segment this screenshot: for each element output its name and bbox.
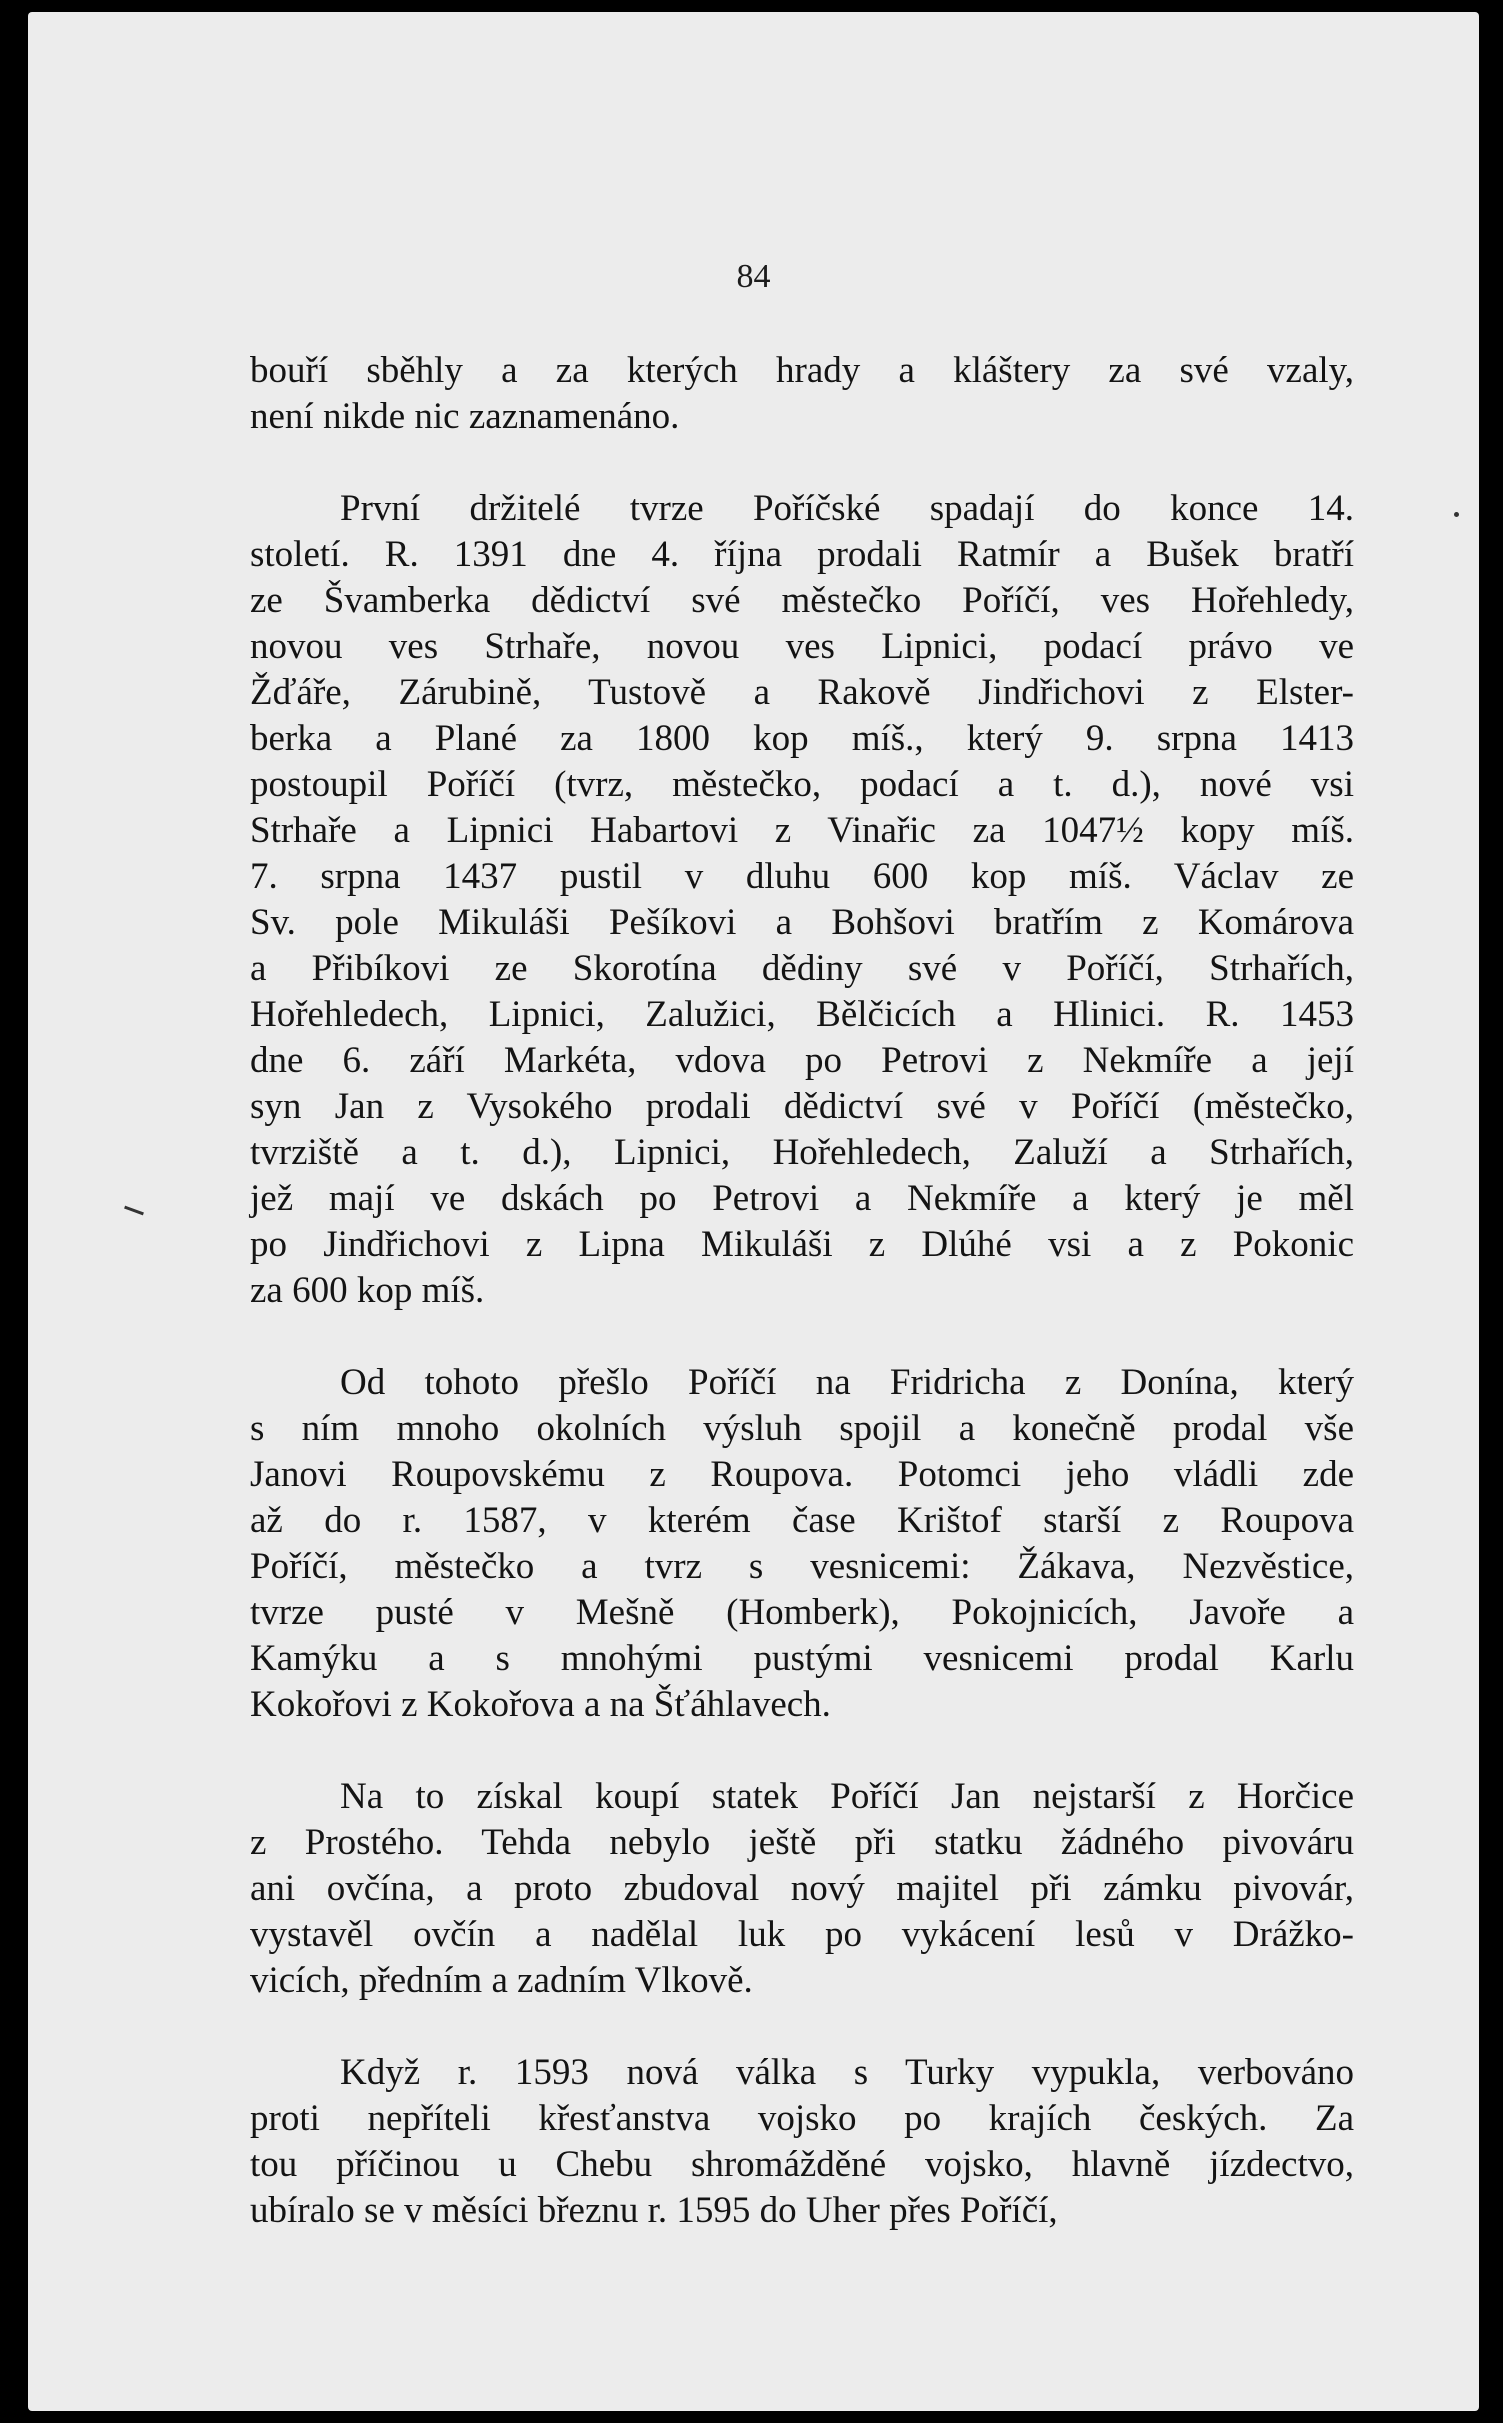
text-line: s ním mnoho okolních výsluh spojil a konečně prodal vše (250, 1408, 1354, 1449)
text-line: až do r. 1587, v kterém čase Krištof starší z Roupova (250, 1500, 1354, 1541)
text-line: berka a Plané za 1800 kop míš., který 9. srpna 1413 (250, 718, 1354, 759)
text-line: tvrziště a t. d.), Lipnici, Hořehledech, Zaluží a Strhařích, (250, 1132, 1354, 1173)
text-line: Sv. pole Mikuláši Pešíkovi a Bohšovi bratřím z Komárova (250, 902, 1354, 943)
margin-mark (124, 1206, 144, 1216)
text-line: dne 6. září Markéta, vdova po Petrovi z Nekmíře a její (250, 1040, 1354, 1081)
book-page (28, 12, 1479, 2411)
body-text (250, 348, 1354, 2234)
paragraph (250, 348, 1354, 440)
page-number: 84 (736, 258, 771, 295)
text-line: bouří sběhly a za kterých hrady a kláštery za své vzaly, (250, 350, 1354, 391)
text-line: Strhaře a Lipnici Habartovi z Vinařic za 1047½ kopy míš. (250, 810, 1354, 851)
text-line: tvrze pusté v Mešně (Homberk), Pokojnicích, Javoře a (250, 1592, 1354, 1633)
text-line: století. R. 1391 dne 4. října prodali Ratmír a Bušek bratří (250, 534, 1354, 575)
paragraph (250, 486, 1354, 1314)
paragraph (250, 1774, 1354, 2004)
text-line: Žďáře, Zárubině, Tustově a Rakově Jindřichovi z Elster- (250, 672, 1354, 713)
text-line: ubíralo se v měsíci březnu r. 1595 do Uher přes Poříčí, (250, 2190, 1058, 2231)
text-line: První držitelé tvrze Poříčské spadají do konce 14. (340, 488, 1354, 529)
text-line: z Prostého. Tehda nebylo ještě při statku žádného pivováru (250, 1822, 1354, 1863)
text-line: Když r. 1593 nová válka s Turky vypukla, verbováno (340, 2052, 1354, 2093)
text-line: proti nepříteli křesťanstva vojsko po krajích českých. Za (250, 2098, 1354, 2139)
text-line: 7. srpna 1437 pustil v dluhu 600 kop míš. Václav ze (250, 856, 1354, 897)
text-line: vystavěl ovčín a nadělal luk po vykácení lesů v Drážko- (250, 1914, 1354, 1955)
text-line: tou příčinou u Chebu shromážděné vojsko, hlavně jízdectvo, (250, 2144, 1354, 2185)
text-line: není nikde nic zaznamenáno. (250, 396, 680, 437)
text-line: novou ves Strhaře, novou ves Lipnici, podací právo ve (250, 626, 1354, 667)
text-line: Janovi Roupovskému z Roupova. Potomci jeho vládli zde (250, 1454, 1354, 1495)
paragraph (250, 1360, 1354, 1728)
text-line: Na to získal koupí statek Poříčí Jan nejstarší z Horčice (340, 1776, 1354, 1817)
text-line: ze Švamberka dědictví své městečko Poříčí, ves Hořehledy, (250, 580, 1354, 621)
text-line: Kokořovi z Kokořova a na Šťáhlavech. (250, 1684, 831, 1725)
text-line: a Přibíkovi ze Skorotína dědiny své v Poříčí, Strhařích, (250, 948, 1354, 989)
text-line: Hořehledech, Lipnici, Zalužici, Bělčicích a Hlinici. R. 1453 (250, 994, 1354, 1035)
text-line: ani ovčína, a proto zbudoval nový majitel při zámku pivovár, (250, 1868, 1354, 1909)
text-line: postoupil Poříčí (tvrz, městečko, podací a t. d.), nové vsi (250, 764, 1354, 805)
paragraph (250, 2050, 1354, 2234)
text-line: vicích, předním a zadním Vlkově. (250, 1960, 753, 2001)
text-line: Poříčí, městečko a tvrz s vesnicemi: Žákava, Nezvěstice, (250, 1546, 1354, 1587)
margin-dot (1454, 512, 1459, 517)
text-line: Kamýku a s mnohými pustými vesnicemi prodal Karlu (250, 1638, 1354, 1679)
text-line: po Jindřichovi z Lipna Mikuláši z Dlúhé vsi a z Pokonic (250, 1224, 1354, 1265)
text-line: Od tohoto přešlo Poříčí na Fridricha z Donína, který (340, 1362, 1354, 1403)
text-line: za 600 kop míš. (250, 1270, 485, 1311)
text-line: syn Jan z Vysokého prodali dědictví své v Poříčí (městečko, (250, 1086, 1354, 1127)
text-line: jež mají ve dskách po Petrovi a Nekmíře a který je měl (250, 1178, 1354, 1219)
